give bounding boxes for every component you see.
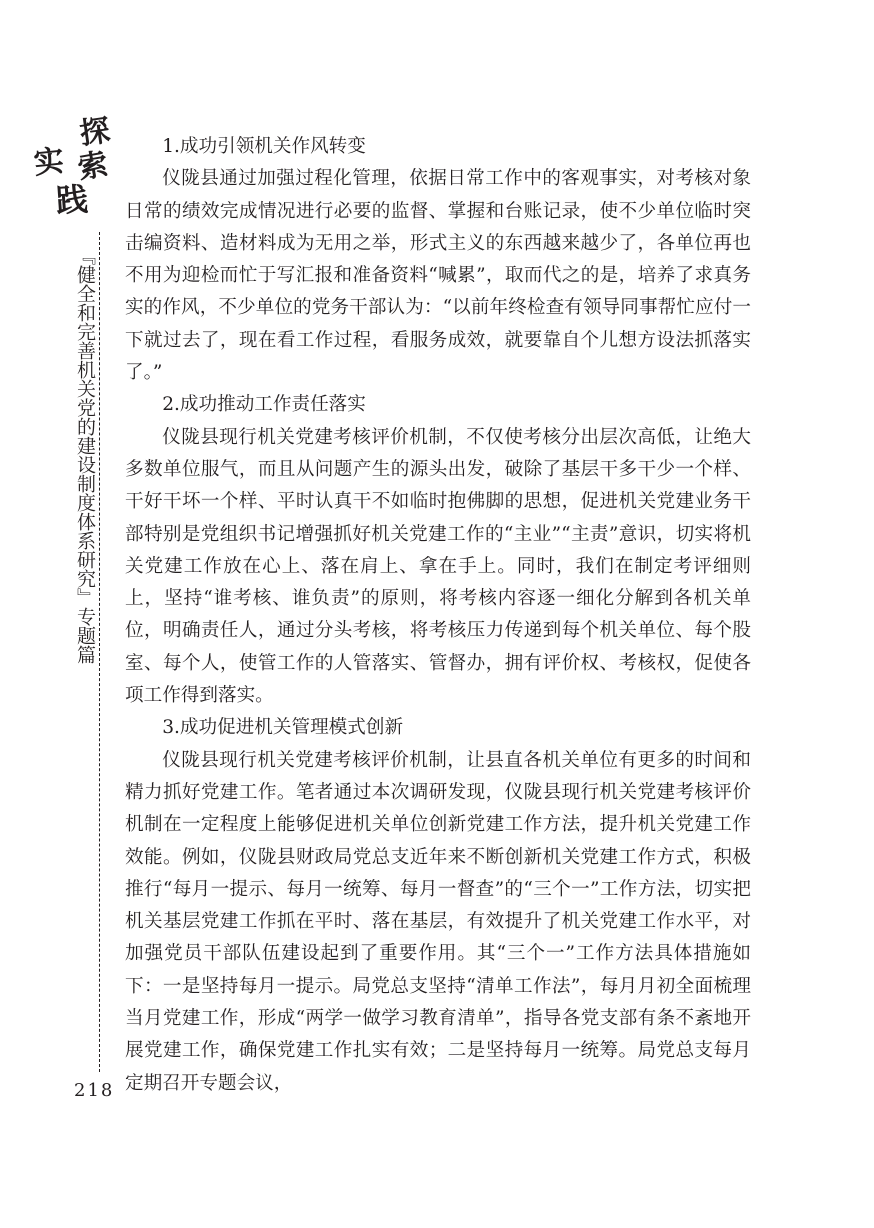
section-1-paragraph: 仪陇县通过加强过程化管理，依据日常工作中的客观事实，对考核对象日常的绩效完成情况进行必要的监督、掌握和台账记录，使不少单位临时突击编资料、造材料成为无用之举，形式主义的东西越来越少了，各单位再也不用为迎检而忙于写汇报和准备资料“喊累”，取而代之的是，培养了求真务实的作风，不少单位的党务干部认为：“以前年终检查有领导同事帮忙应付一下就过去了，现在看工作过程，看服务成效，就要靠自个儿想方设法抓落实了。” [125,168,751,384]
page-number: 218 [74,1080,115,1101]
logo-char-jian: 践 [54,179,90,221]
body-text [125,131,751,1100]
section-2-paragraph: 仪陇县现行机关党建考核评价机制，不仅使考核分出层次高低，让绝大多数单位服气，而且从问题产生的源头出发，破除了基层干多干少一个样、干好干坏一个样、平时认真干不如临时抱佛脚的思想，促进机关党建业务干部特别是党组织书记增强抓好机关党建工作的“主业”“主责”意识，切实将机关党建工作放在心上、落在肩上、拿在手上。同时，我们在制定考评细则上，坚持“谁考核、谁负责”的原则，将考核内容逐一细化分解到各机关单位，明确责任人，通过分头考核，将考核压力传递到每个机关单位、每个股室、每个人，使管工作的人管落实、管督办，拥有评价权、考核权，促使各项工作得到落实。 [125,426,751,707]
section-1-heading: 1.成功引领机关作风转变 [162,136,366,157]
series-logo [32,113,114,228]
section-3-paragraph: 仪陇县现行机关党建考核评价机制，让县直各机关单位有更多的时间和精力抓好党建工作。笔者通过本次调研发现，仪陇县现行机关党建考核评价机制在一定程度上能够促进机关单位创新党建工作方法，提升机关党建工作效能。例如，仪陇县财政局党总支近年来不断创新机关党建工作方式，积极推行“每月一提示、每月一统筹、每月一督查”的“三个一”工作方法，切实把机关基层党建工作抓在平时、落在基层，有效提升了机关党建工作水平，对加强党员干部队伍建设起到了重要作用。其“三个一”工作方法具体措施如下：一是坚持每月一提示。局党总支坚持“清单工作法”，每月月初全面梳理当月党建工作，形成“两学一做学习教育清单”，指导各党支部有条不紊地开展党建工作，确保党建工作扎实有效；二是坚持每月一统筹。局党总支每月定期召开专题会议， [125,749,751,1094]
section-2-heading: 2.成功推动工作责任落实 [162,394,366,416]
section-3-heading: 3.成功促进机关管理模式创新 [162,717,404,739]
running-section-title: 『健全和完善机关党的建设制度体系研究』专题篇 [74,246,96,664]
logo-char-shi: 实 [32,143,66,182]
margin-dashed-divider [99,232,100,1072]
logo-char-suo: 索 [75,146,111,187]
logo-char-tan: 探 [77,113,113,152]
